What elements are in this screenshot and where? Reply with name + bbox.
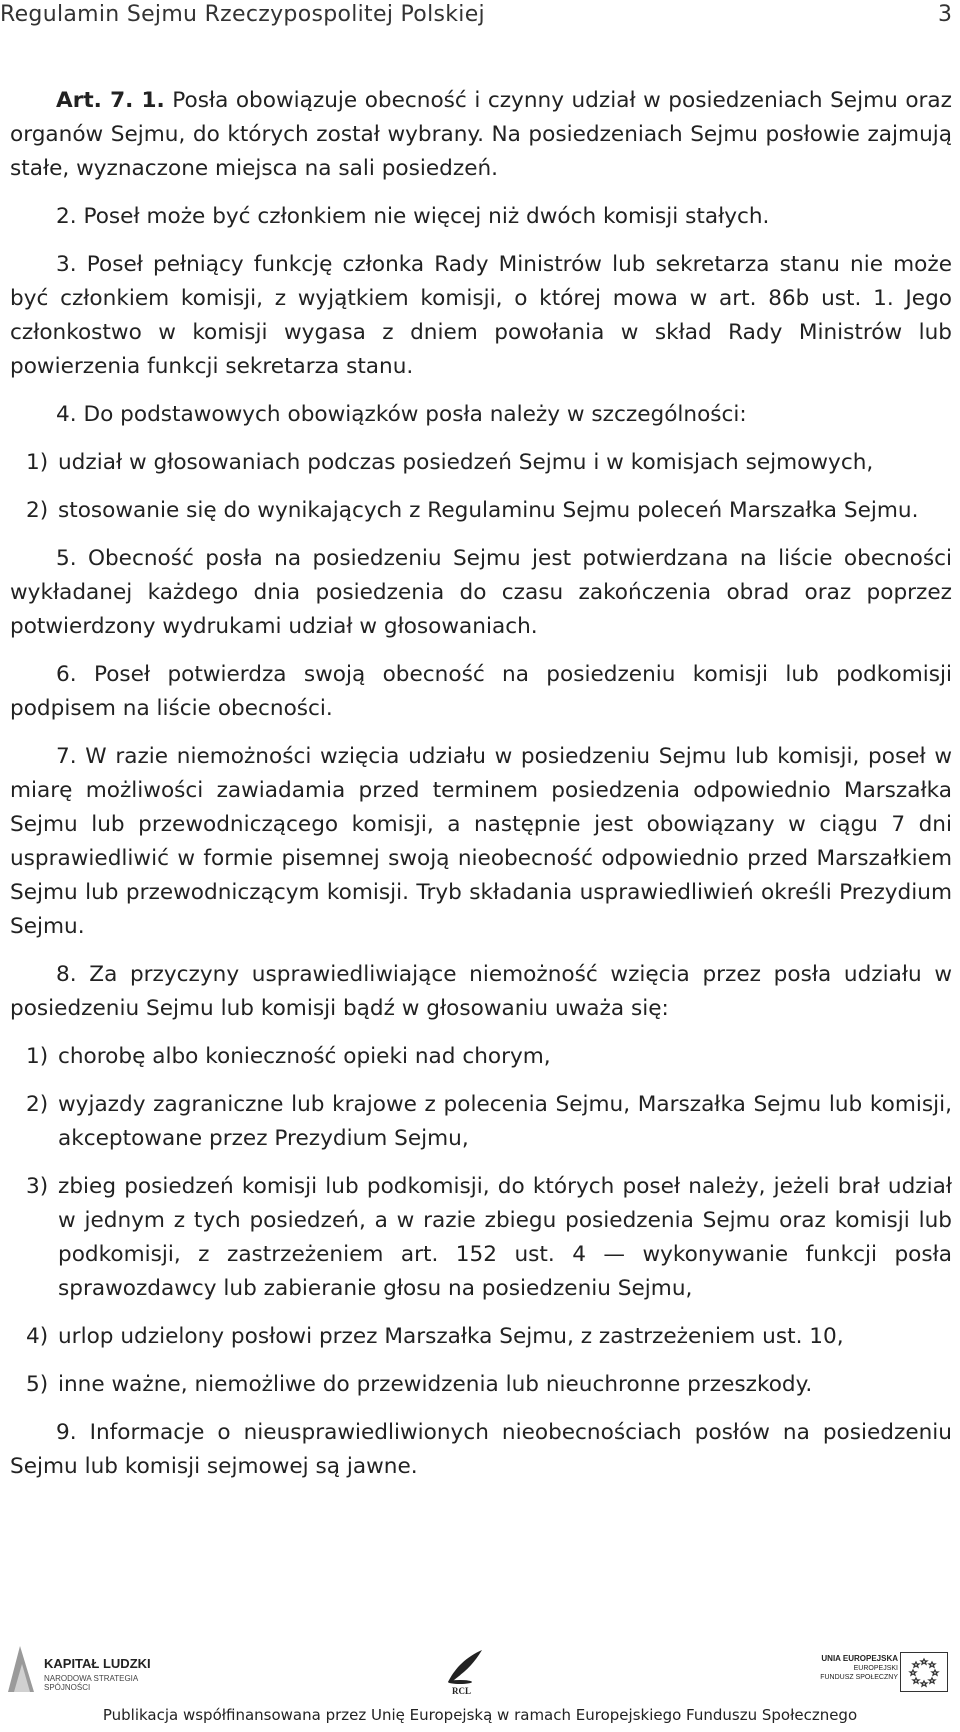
list-item xyxy=(10,446,952,480)
paragraph-1-text: Posła obowiązuje obecność i czynny udział w posiedzeniach Sejmu oraz organów Sejmu, do których został wybrany. Na posiedzeniach Sejmu posłowie zajmują stałe, wyznaczone miejsca na sali posiedzeń. xyxy=(10,88,952,181)
list-item-number: 1) xyxy=(26,450,49,475)
list-item-text: inne ważne, niemożliwe do przewidzenia lub nieuchronne przeszkody. xyxy=(58,1372,813,1397)
rcl-label: RCL xyxy=(452,1686,472,1696)
list-item-number: 4) xyxy=(26,1324,49,1349)
list-item-number: 5) xyxy=(26,1372,49,1397)
rcl-logo xyxy=(440,1648,490,1700)
eu-line-1: UNIA EUROPEJSKA xyxy=(821,1654,898,1663)
paragraph-4-list xyxy=(10,446,952,528)
kapital-ludzki-logo xyxy=(4,1640,174,1700)
list-item xyxy=(10,1320,952,1354)
list-item xyxy=(10,1040,952,1074)
funding-note: Publikacja współfinansowana przez Unię Europejską w ramach Europejskiego Funduszu Społecznego xyxy=(102,1706,858,1724)
list-item-number: 1) xyxy=(26,1044,49,1069)
page-footer xyxy=(0,1640,960,1732)
kapital-ludzki-mark-icon xyxy=(4,1642,38,1696)
list-item xyxy=(10,494,952,528)
kapital-ludzki-subtitle: NARODOWA STRATEGIA SPÓJNOŚCI xyxy=(44,1674,138,1692)
paragraph-9: 9. Informacje o nieusprawiedliwionych nieobecnościach posłów na posiedzeniu Sejmu lub komisji sejmowej są jawne. xyxy=(10,1420,952,1479)
paragraph-4: 4. Do podstawowych obowiązków posła należy w szczególności: xyxy=(56,402,747,427)
paragraph-3: 3. Poseł pełniący funkcję członka Rady Ministrów lub sekretarza stanu nie może być członkiem komisji, z wyjątkiem komisji, o której mowa w art. 86b ust. 1. Jego członkostwo w komisji wygasa z dniem powołania w skład Rady Ministrów lub powierzenia funkcji sekretarza stanu. xyxy=(10,252,952,379)
list-item xyxy=(10,1170,952,1306)
paragraph-5: 5. Obecność posła na posiedzeniu Sejmu jest potwierdzana na liście obecności wykładanej każdego dnia posiedzenia do czasu zakończenia obrad oraz poprzez potwierdzony wydrukami udział w głosowaniach. xyxy=(10,546,952,639)
list-item-text: wyjazdy zagraniczne lub krajowe z polecenia Sejmu, Marszałka Sejmu lub komisji, akceptowane przez Prezydium Sejmu, xyxy=(58,1092,952,1151)
page-number: 3 xyxy=(938,2,952,27)
eu-flag-icon xyxy=(900,1652,948,1692)
paragraph-7: 7. W razie niemożności wzięcia udziału w posiedzeniu Sejmu lub komisji, poseł w miarę możliwości zawiadamia przed terminem posiedzenia odpowiednio Marszałka Sejmu lub przewodniczącego komisji, a następnie jest obowiązany w ciągu 7 dni usprawiedliwić w formie pisemnej swoją nieobecność odpowiednio przed Marszałkiem Sejmu lub przewodniczącym komisji. Tryb składania usprawiedliwień określi Prezydium Sejmu. xyxy=(10,744,952,939)
list-item-text: urlop udzielony posłowi przez Marszałka Sejmu, z zastrzeżeniem ust. 10, xyxy=(58,1324,844,1349)
list-item-text: udział w głosowaniach podczas posiedzeń Sejmu i w komisjach sejmowych, xyxy=(58,450,874,475)
kapital-ludzki-title: KAPITAŁ LUDZKI xyxy=(44,1656,151,1671)
paragraph-1 xyxy=(10,84,952,186)
article-heading: Art. 7. 1. xyxy=(56,88,165,113)
paragraph-8-list xyxy=(10,1040,952,1402)
eu-line-3: FUNDUSZ SPOŁECZNY xyxy=(820,1674,898,1681)
quill-icon xyxy=(440,1648,490,1686)
list-item-text: chorobę albo konieczność opieki nad chorym, xyxy=(58,1044,551,1069)
document-title: Regulamin Sejmu Rzeczypospolitej Polskiej xyxy=(0,2,485,27)
document-body xyxy=(10,84,952,1498)
page-header xyxy=(0,0,960,36)
list-item xyxy=(10,1368,952,1402)
paragraph-8: 8. Za przyczyny usprawiedliwiające niemożność wzięcia przez posła udziału w posiedzeniu Sejmu lub komisji bądź w głosowaniu uważa się: xyxy=(10,962,952,1021)
paragraph-2: 2. Poseł może być członkiem nie więcej niż dwóch komisji stałych. xyxy=(56,204,770,229)
paragraph-6: 6. Poseł potwierdza swoją obecność na posiedzeniu komisji lub podkomisji podpisem na liście obecności. xyxy=(10,662,952,721)
list-item-number: 2) xyxy=(26,1092,49,1117)
eu-logo xyxy=(810,1652,958,1700)
list-item-number: 3) xyxy=(26,1174,49,1199)
eu-line-2: EUROPEJSKI xyxy=(853,1665,898,1672)
list-item xyxy=(10,1088,952,1156)
list-item-text: zbieg posiedzeń komisji lub podkomisji, do których poseł należy, jeżeli brał udział w jednym z tych posiedzeń, a w razie zbiegu posiedzenia Sejmu oraz komisji lub podkomisji, z zastrzeżeniem art. 152 ust. 4 — wykonywanie funkcji posła sprawozdawcy lub zabieranie głosu na posiedzeniu Sejmu, xyxy=(58,1174,952,1301)
list-item-text: stosowanie się do wynikających z Regulaminu Sejmu poleceń Marszałka Sejmu. xyxy=(58,498,919,523)
list-item-number: 2) xyxy=(26,498,49,523)
